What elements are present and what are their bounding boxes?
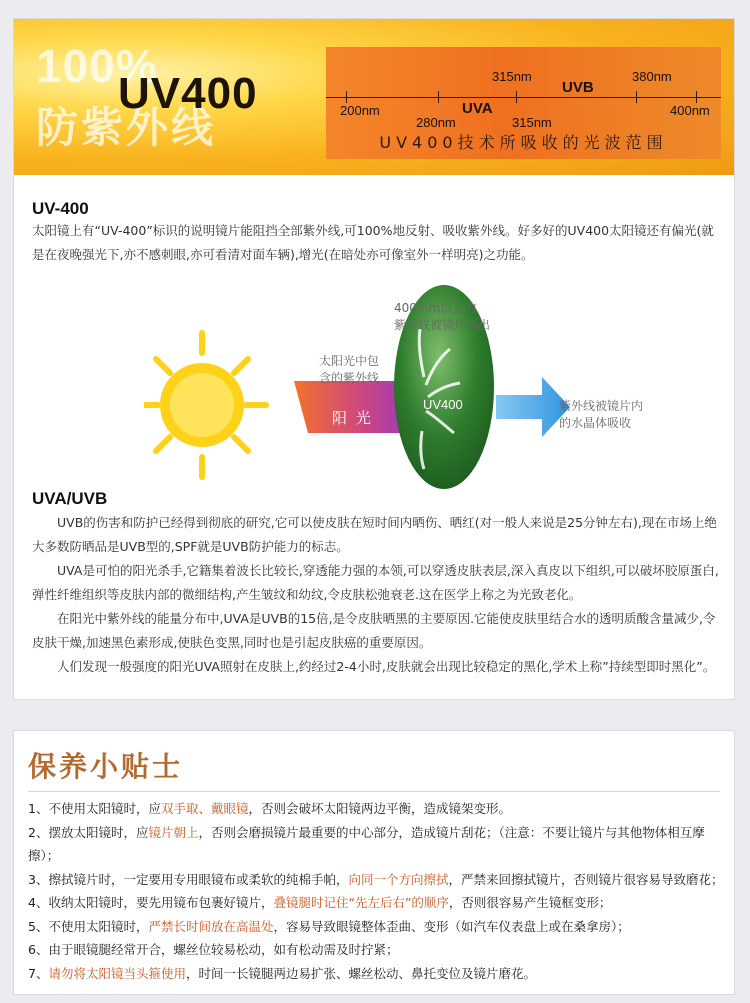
uv400-paragraph — [32, 219, 722, 267]
tip-text: 1、不使用太阳镜时，应 — [28, 801, 161, 816]
tip-text: 6、由于眼镜腿经常开合，螺丝位较易松动，如有松动需及时拧紧； — [28, 942, 399, 957]
tip-item — [28, 797, 728, 821]
sun-icon — [144, 333, 266, 477]
label-380nm: 380nm — [632, 69, 672, 84]
lens-text: UV400 — [423, 397, 463, 412]
tips-list — [28, 797, 728, 985]
band-uvb: UVB — [562, 79, 594, 96]
tip-highlight: 叠镜腿时记住“先左后右”的顺序 — [273, 895, 449, 910]
tip-text: ，否则会破坏太阳镜两边平衡，造成镜架变形。 — [248, 801, 511, 816]
tip-text: 4、收纳太阳镜时，要先用镜布包裹好镜片， — [28, 895, 274, 910]
wavelength-spectrum — [326, 47, 721, 159]
care-tips-card — [13, 730, 735, 995]
uv400-banner — [14, 19, 734, 175]
banner-uv400: UV400 — [118, 69, 258, 118]
banner-percent: 100% — [36, 40, 158, 92]
tips-divider — [28, 791, 720, 792]
uv400-diagram — [144, 281, 664, 496]
spectrum-tick — [438, 91, 439, 103]
spectrum-tick — [346, 91, 347, 103]
tip-item — [28, 821, 728, 868]
uva-uvb-paragraph: 人们发现一般强度的阳光UVA照射在皮肤上,约经过2-4小时,皮肤就会出现比较稳定的黑化,学术上称”持续型即时黑化”。 — [57, 659, 716, 674]
spectrum-tick — [636, 91, 637, 103]
tip-highlight: 请勿将太阳镜当头箍使用 — [48, 965, 186, 981]
tip-text: ，时间一长镜腿两边易扩张、螺丝松动、鼻托变位及镜片磨花。 — [185, 965, 536, 981]
tip-text: ，否则会磨损镜片最重要的中心部分，造成镜片刮花；（注意：不要让镜片与其他物体相互摩擦）； — [28, 824, 705, 863]
label-315nm-bottom: 315nm — [512, 115, 552, 130]
tip-highlight: 向同一个方向擦拭 — [348, 871, 449, 887]
spectrum-tick — [696, 91, 697, 103]
label-absorbed — [559, 398, 643, 432]
label-400nm: 400nm — [670, 103, 710, 118]
uva-uvb-paragraph: 在阳光中紫外线的能量分布中,UVA是UVB的15倍,是令皮肤晒黑的主要原因.它能使皮肤里结合水的透明质酸含量减少,令皮肤干燥,加速黑色素形成,使肤色变黑,同时也是引起皮肤癌的重要原因。 — [32, 611, 716, 650]
tips-title: 保养小贴士 — [28, 750, 184, 783]
tip-text: ，否则很容易产生镜框变形； — [448, 895, 612, 910]
tip-item — [28, 891, 728, 915]
tip-item — [28, 868, 728, 892]
label-sunlight-uv-line: 含的紫外线 — [319, 371, 380, 385]
uv-info-card — [13, 18, 735, 700]
tip-item — [28, 962, 728, 986]
tip-item — [28, 938, 728, 962]
label-blocked — [394, 300, 490, 334]
label-blocked-line: 400mm以上的 — [394, 301, 477, 315]
label-sunlight-uv — [319, 353, 379, 387]
label-315nm-top: 315nm — [492, 69, 532, 84]
banner-title-cn: 防紫外线 — [36, 103, 217, 152]
tip-text: ，严禁来回擦拭镜片，否则镜片很容易导致磨花； — [448, 871, 724, 887]
tip-item — [28, 915, 728, 939]
uv400-text: 太阳镜上有“UV-400”标识的说明镜片能阻挡全部紫外线,可100%地反射、吸收紫外线。好多好的UV400太阳镜还有偏光(就是在夜晚强光下,亦不感刺眼,亦可看清对面车辆),增光(在暗处亦可像室外一样明亮)之功能。 — [32, 223, 714, 262]
label-200nm: 200nm — [340, 103, 380, 118]
label-280nm: 280nm — [416, 115, 456, 130]
tip-text: 5、不使用太阳镜时， — [28, 918, 149, 934]
tip-text: 3、擦拭镜片时，一定要用专用眼镜布或柔软的纯棉手帕， — [28, 871, 349, 887]
label-sunlight-uv-line: 太阳光中包 — [319, 354, 380, 368]
uva-uvb-heading: UVA/UVB — [32, 489, 108, 508]
sunlight-text: 阳 光 — [332, 409, 373, 427]
spectrum-tick — [516, 91, 517, 103]
uva-uvb-paragraph: UVB的伤害和防护已经得到彻底的研究,它可以使皮肤在短时间内晒伤、晒红(对一般人来说是25分钟左右),现在市场上绝大多数防晒品是UVB型的,SPF就是UVB防护能力的标志。 — [32, 515, 717, 554]
tip-highlight: 双手取、戴眼镜 — [160, 801, 249, 816]
label-absorbed-line: 紫外线被镜片内 — [559, 399, 644, 413]
label-absorbed-line: 的水晶体吸收 — [559, 416, 632, 430]
tip-text: ，容易导致眼镜整体歪曲、变形（如汽车仪表盘上或在桑拿房）； — [273, 918, 630, 934]
spectrum-axis — [326, 97, 721, 98]
spectrum-caption: UV400技术所吸收的光波范围 — [379, 133, 668, 152]
label-blocked-line: 紫外线被镜片隔出 — [394, 318, 491, 332]
uv400-heading: UV-400 — [32, 199, 89, 218]
tip-highlight: 镜片朝上 — [148, 824, 199, 840]
tip-highlight: 严禁长时间放在高温处 — [148, 918, 274, 934]
tip-text: 7、 — [28, 965, 49, 981]
uva-uvb-paragraph: UVA是可怕的阳光杀手,它籍集着波长比较长,穿透能力强的本领,可以穿透皮肤表层,深入真皮以下组织,可以破坏胶原蛋白,弹性纤维组织等皮肤内部的微细结构,产生皱纹和幼纹,令皮肤松弛衰老.这在医学上称之为光致老化。 — [32, 563, 719, 602]
tip-text: 2、摆放太阳镜时，应 — [28, 824, 149, 840]
band-uva: UVA — [462, 100, 493, 117]
uva-uvb-paragraphs — [32, 511, 722, 679]
